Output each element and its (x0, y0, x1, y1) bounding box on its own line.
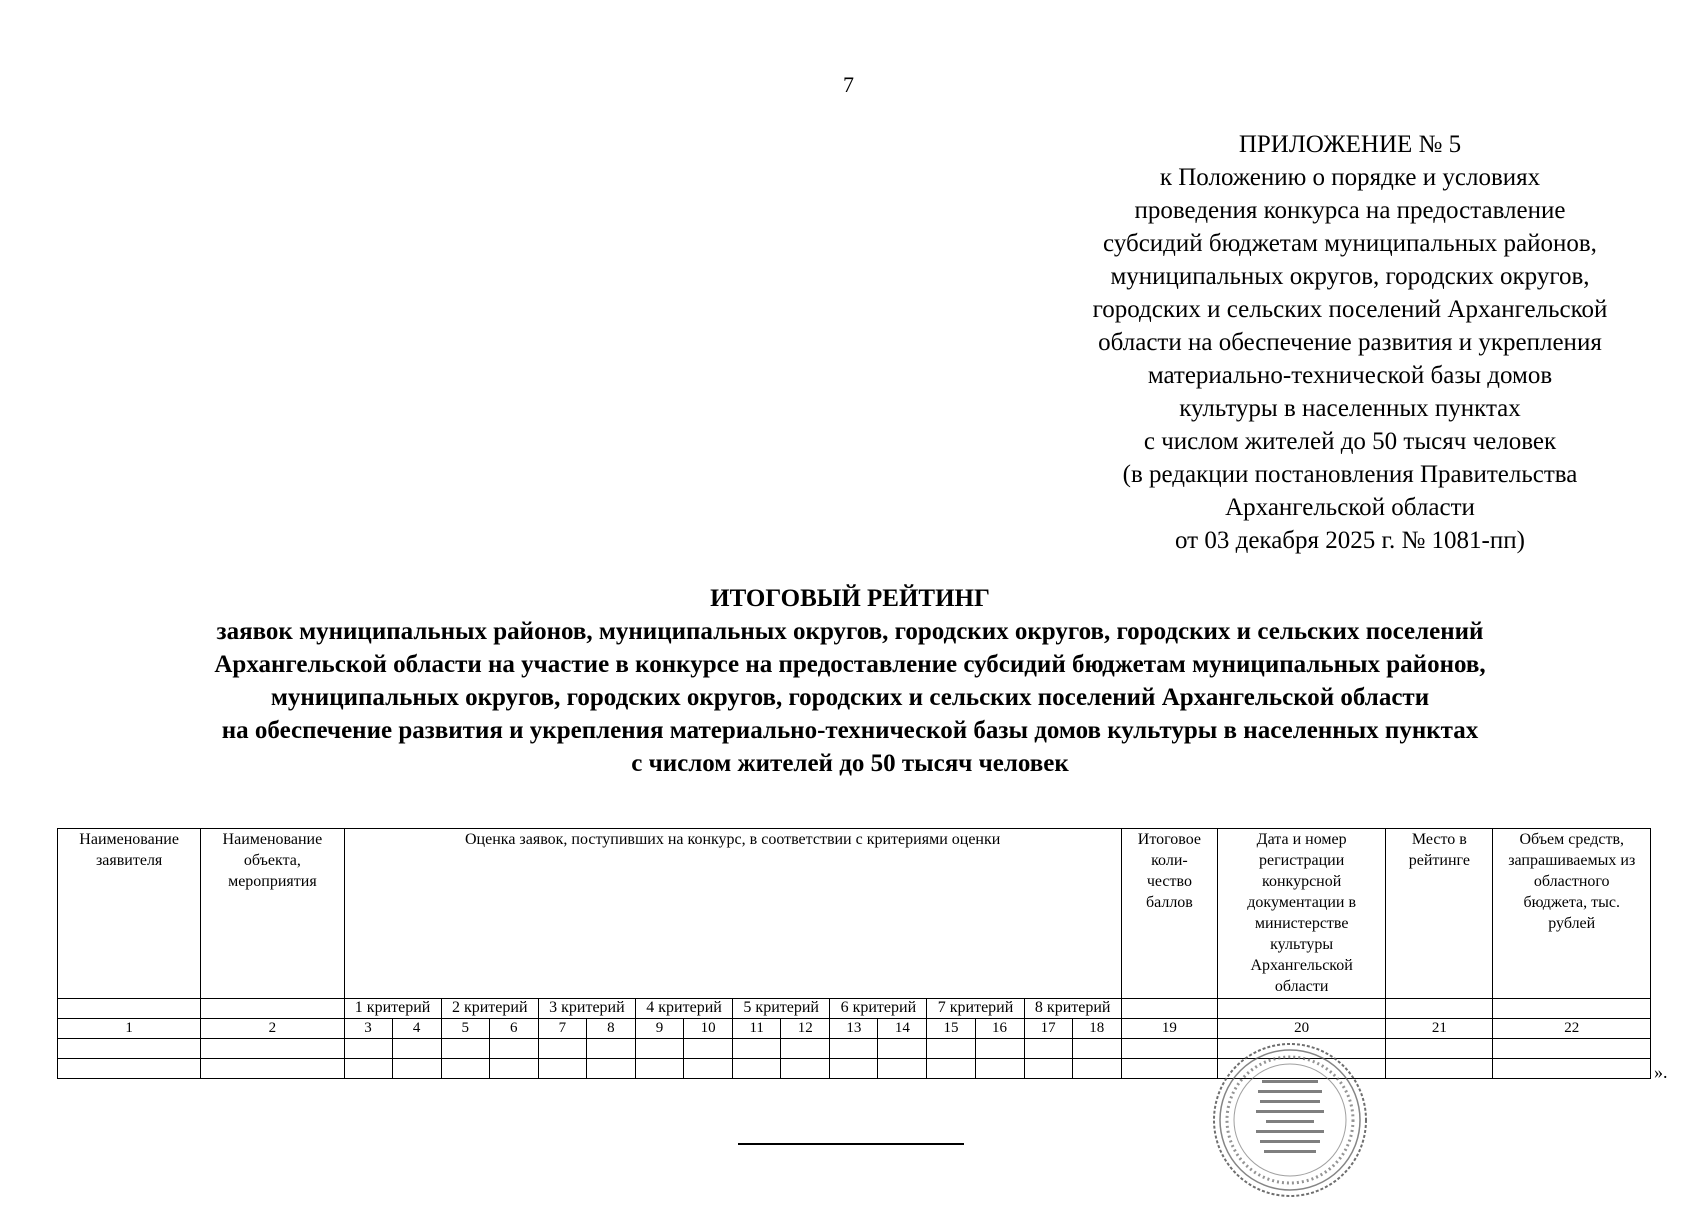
title-line: муниципальных округов, городских округов, городских и сельских поселений Архангельской области (270, 684, 1430, 711)
table-cell (1072, 1039, 1121, 1059)
column-number: 10 (684, 1019, 733, 1039)
table-cell (441, 1039, 489, 1059)
rating-table (57, 828, 1651, 1079)
table-cell (733, 1059, 781, 1079)
criterion-label: 7 критерий (927, 999, 1024, 1019)
table-cell (878, 1059, 927, 1079)
column-number: 18 (1072, 1019, 1121, 1039)
rating-table-container (57, 828, 1651, 1079)
appendix-header (1010, 128, 1690, 557)
column-number: 19 (1121, 1019, 1217, 1039)
column-number: 17 (1024, 1019, 1072, 1039)
table-cell (586, 1039, 635, 1059)
table-cell (441, 1059, 489, 1079)
appendix-line: Архангельской области (1225, 494, 1475, 521)
appendix-line: проведения конкурса на предоставление (1134, 197, 1566, 224)
column-number: 21 (1386, 1019, 1493, 1039)
column-number: 2 (201, 1019, 344, 1039)
table-cell (830, 1039, 878, 1059)
table-cell (1493, 1039, 1651, 1059)
table-cell (392, 1059, 441, 1079)
column-number: 1 (58, 1019, 201, 1039)
table-cell (975, 1059, 1024, 1079)
table-cell (781, 1059, 830, 1079)
header-row (58, 829, 1651, 999)
appendix-line: субсидий бюджетам муниципальных районов, (1103, 230, 1597, 257)
table-cell (1493, 1059, 1651, 1079)
title-line: Архангельской области на участие в конкурсе на предоставление субсидий бюджетам муниципальных районов, (214, 651, 1486, 678)
table-cell (684, 1059, 733, 1079)
table-cell (975, 1039, 1024, 1059)
appendix-line: муниципальных округов, городских округов, (1110, 263, 1590, 290)
appendix-line: (в редакции постановления Правительства (1122, 461, 1578, 488)
table-cell (586, 1059, 635, 1079)
appendix-line: культуры в населенных пунктах (1179, 395, 1521, 422)
table-cell (927, 1059, 975, 1079)
appendix-line: области на обеспечение развития и укрепления (1098, 329, 1602, 356)
column-number: 14 (878, 1019, 927, 1039)
column-number: 3 (344, 1019, 392, 1039)
header-object: Наименование объекта, мероприятия (201, 829, 344, 999)
criterion-label: 5 критерий (733, 999, 830, 1019)
stamp-seal-icon (1210, 1040, 1370, 1200)
table-cell (201, 1059, 344, 1079)
closing-quote-mark: ». (1654, 1062, 1668, 1082)
signature-line (738, 1143, 964, 1145)
table-cell (1024, 1059, 1072, 1079)
header-evaluation: Оценка заявок, поступивших на конкурс, в соответствии с критериями оценки (344, 829, 1121, 999)
table-cell (1121, 1059, 1217, 1079)
criterion-label: 8 критерий (1024, 999, 1121, 1019)
table-cell (927, 1039, 975, 1059)
table-cell (538, 1039, 586, 1059)
appendix-line: от 03 декабря 2025 г. № 1081-пп) (1175, 527, 1525, 554)
page-number: 7 (843, 72, 854, 97)
column-number: 9 (635, 1019, 683, 1039)
column-number: 5 (441, 1019, 489, 1039)
table-cell (635, 1059, 683, 1079)
criteria-row (58, 999, 1651, 1019)
table-cell (635, 1039, 683, 1059)
table-cell (684, 1039, 733, 1059)
table-cell (1121, 1039, 1217, 1059)
header-place: Место в рейтинге (1386, 829, 1493, 999)
table-cell (392, 1039, 441, 1059)
criterion-label: 6 критерий (830, 999, 927, 1019)
column-number: 11 (733, 1019, 781, 1039)
criteria-empty-cell (1386, 999, 1493, 1019)
criteria-empty-cell (1121, 999, 1217, 1019)
title-line: на обеспечение развития и укрепления материально-технической базы домов культуры в населенных пунктах (221, 717, 1479, 744)
table-cell (733, 1039, 781, 1059)
header-registration: Дата и номер регистрации конкурсной документации в министерстве культуры Архангельской области (1218, 829, 1386, 999)
column-number: 22 (1493, 1019, 1651, 1039)
table-cell (201, 1039, 344, 1059)
title-line: заявок муниципальных районов, муниципальных округов, городских округов, городских и сельских поселений (216, 618, 1484, 645)
column-number: 7 (538, 1019, 586, 1039)
table-cell (344, 1059, 392, 1079)
column-number: 13 (830, 1019, 878, 1039)
column-number: 6 (489, 1019, 538, 1039)
table-cell (489, 1059, 538, 1079)
table-cell (344, 1039, 392, 1059)
criterion-label: 1 критерий (344, 999, 441, 1019)
table-cell (1072, 1059, 1121, 1079)
column-number: 4 (392, 1019, 441, 1039)
table-cell (830, 1059, 878, 1079)
title-heading: ИТОГОВЫЙ РЕЙТИНГ (710, 585, 990, 612)
table-row (58, 1059, 1651, 1079)
criterion-label: 2 критерий (441, 999, 538, 1019)
table-cell (538, 1059, 586, 1079)
appendix-line: к Положению о порядке и условиях (1159, 164, 1541, 191)
title-line: с числом жителей до 50 тысяч человек (631, 750, 1069, 777)
appendix-line: материально-технической базы домов (1147, 362, 1553, 389)
document-title (40, 582, 1660, 780)
header-applicant: Наименование заявителя (58, 829, 201, 999)
criterion-label: 3 критерий (538, 999, 635, 1019)
table-cell (878, 1039, 927, 1059)
table-cell (58, 1059, 201, 1079)
criteria-empty-cell (201, 999, 344, 1019)
column-number: 15 (927, 1019, 975, 1039)
table-cell (781, 1039, 830, 1059)
appendix-line: с числом жителей до 50 тысяч человек (1143, 428, 1557, 455)
column-numbers-row (58, 1019, 1651, 1039)
table-cell (1024, 1039, 1072, 1059)
criterion-label: 4 критерий (635, 999, 732, 1019)
table-cell (1386, 1059, 1493, 1079)
table-cell (489, 1039, 538, 1059)
column-number: 20 (1218, 1019, 1386, 1039)
table-cell (1386, 1039, 1493, 1059)
column-number: 16 (975, 1019, 1024, 1039)
column-number: 8 (586, 1019, 635, 1039)
table-row (58, 1039, 1651, 1059)
appendix-line: ПРИЛОЖЕНИЕ № 5 (1238, 131, 1462, 158)
appendix-line: городских и сельских поселений Архангельской (1092, 296, 1608, 323)
criteria-empty-cell (1218, 999, 1386, 1019)
column-number: 12 (781, 1019, 830, 1039)
table-cell (58, 1039, 201, 1059)
header-total-score: Итоговое коли-чество баллов (1121, 829, 1217, 999)
official-stamp (1210, 1040, 1370, 1200)
header-funds: Объем средств, запрашиваемых из областного бюджета, тыс. рублей (1493, 829, 1651, 999)
criteria-empty-cell (1493, 999, 1651, 1019)
criteria-empty-cell (58, 999, 201, 1019)
